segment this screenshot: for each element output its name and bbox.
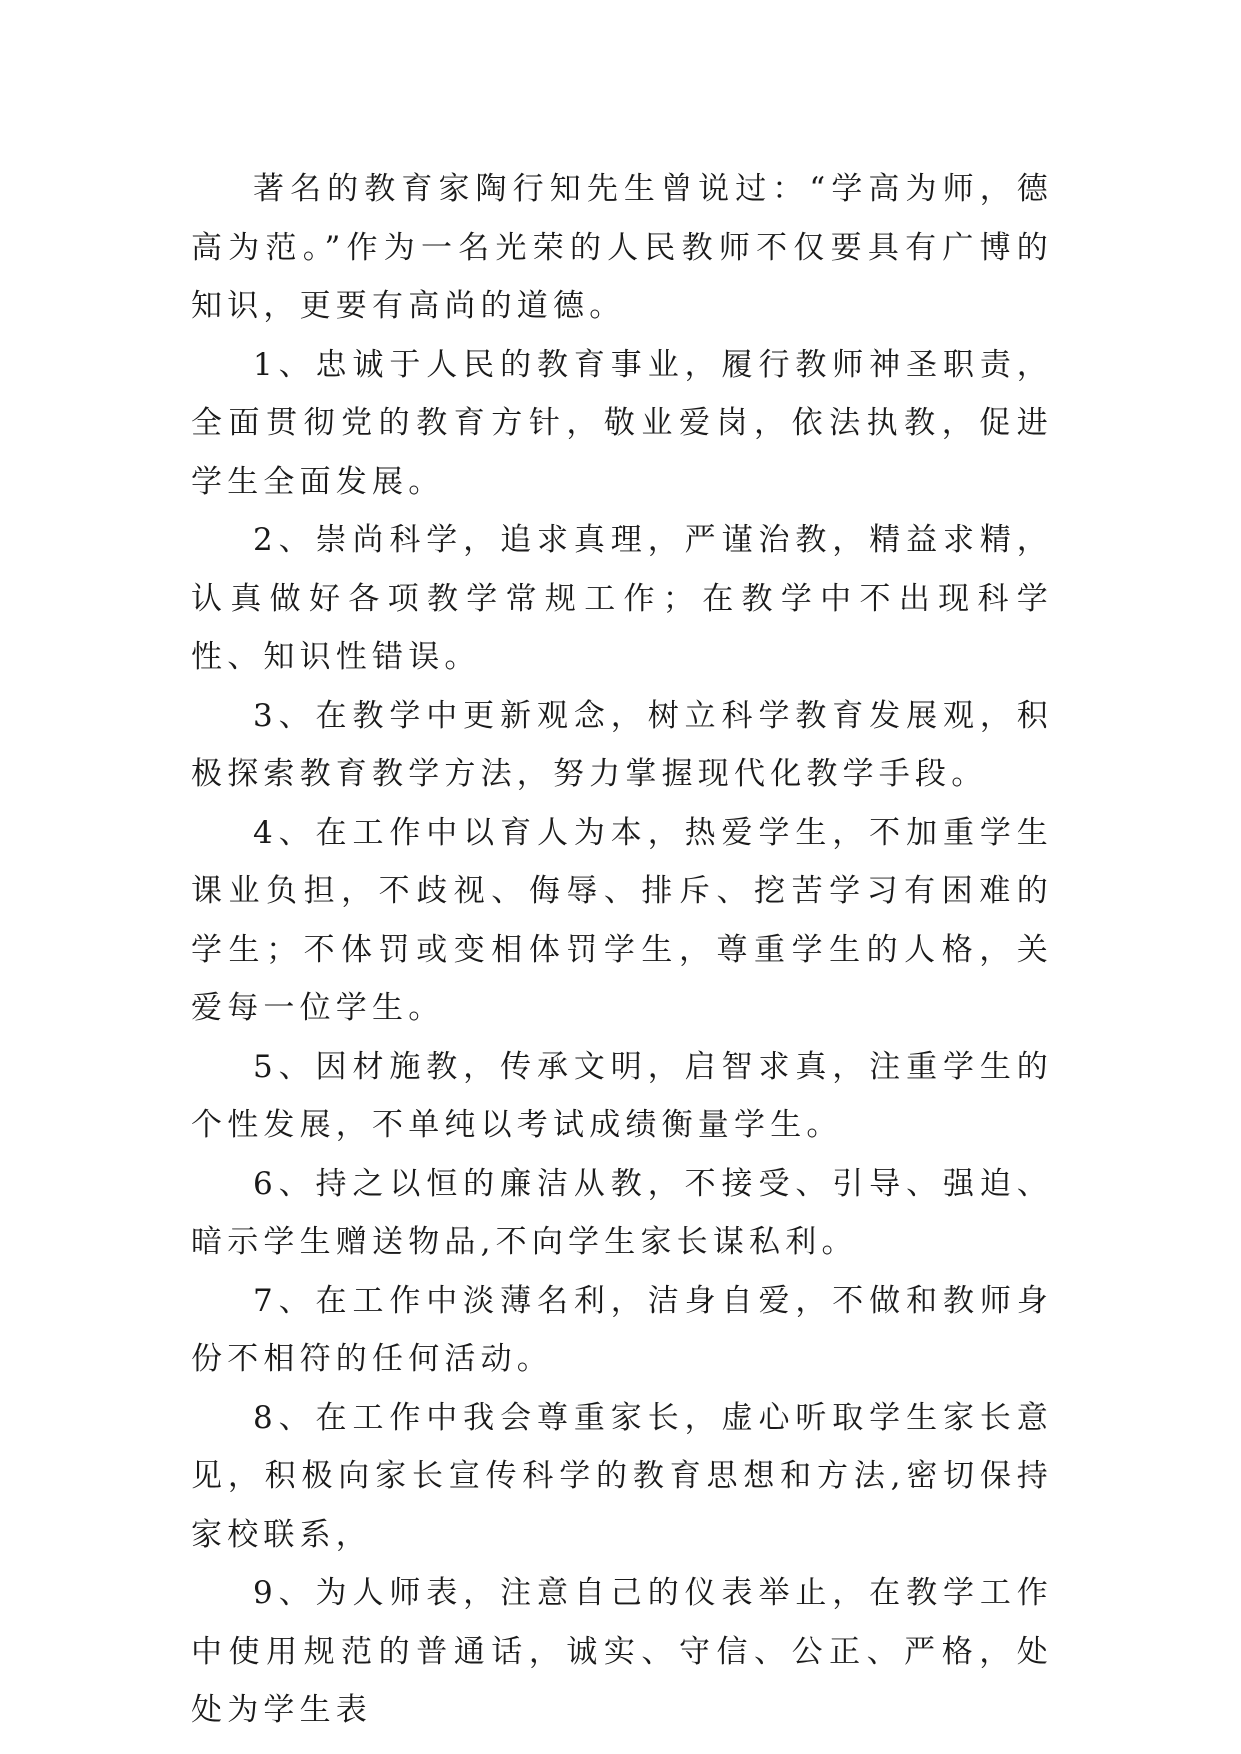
item-paragraph-1: 1、忠诚于人民的教育事业，履行教师神圣职责，全面贯彻党的教育方针，敬业爱岗，依法执教，促进学生全面发展。 [191,346,1053,500]
item-paragraph-3: 3、在教学中更新观念，树立科学教育发展观，积极探索教育教学方法，努力掌握现代化教学手段。 [191,697,1053,792]
item-paragraph-7: 7、在工作中淡薄名利，洁身自爱，不做和教师身份不相符的任何活动。 [191,1282,1053,1377]
item-paragraph-5: 5、因材施教，传承文明，启智求真，注重学生的个性发展，不单纯以考试成绩衡量学生。 [191,1048,1053,1143]
item-paragraph-8: 8、在工作中我会尊重家长，虚心听取学生家长意见，积极向家长宣传科学的教育思想和方法,密切保持家校联系， [191,1399,1053,1553]
item-paragraph-9: 9、为人师表，注意自己的仪表举止，在教学工作中使用规范的普通话，诚实、守信、公正、严格，处处为学生表 [191,1575,1053,1728]
item-paragraph-6: 6、持之以恒的廉洁从教，不接受、引导、强迫、暗示学生赠送物品,不向学生家长谋私利。 [191,1165,1053,1260]
document-body [191,160,1053,1740]
intro-paragraph: 著名的教育家陶行知先生曾说过：“学高为师，德高为范。”作为一名光荣的人民教师不仅要具有广博的知识，更要有高尚的道德。 [191,171,1053,324]
item-paragraph-2: 2、崇尚科学，追求真理，严谨治教，精益求精，认真做好各项教学常规工作；在教学中不出现科学性、知识性错误。 [191,522,1053,675]
item-paragraph-4: 4、在工作中以育人为本，热爱学生，不加重学生课业负担，不歧视、侮辱、排斥、挖苦学习有困难的学生；不体罚或变相体罚学生，尊重学生的人格，关爱每一位学生。 [191,814,1053,1026]
